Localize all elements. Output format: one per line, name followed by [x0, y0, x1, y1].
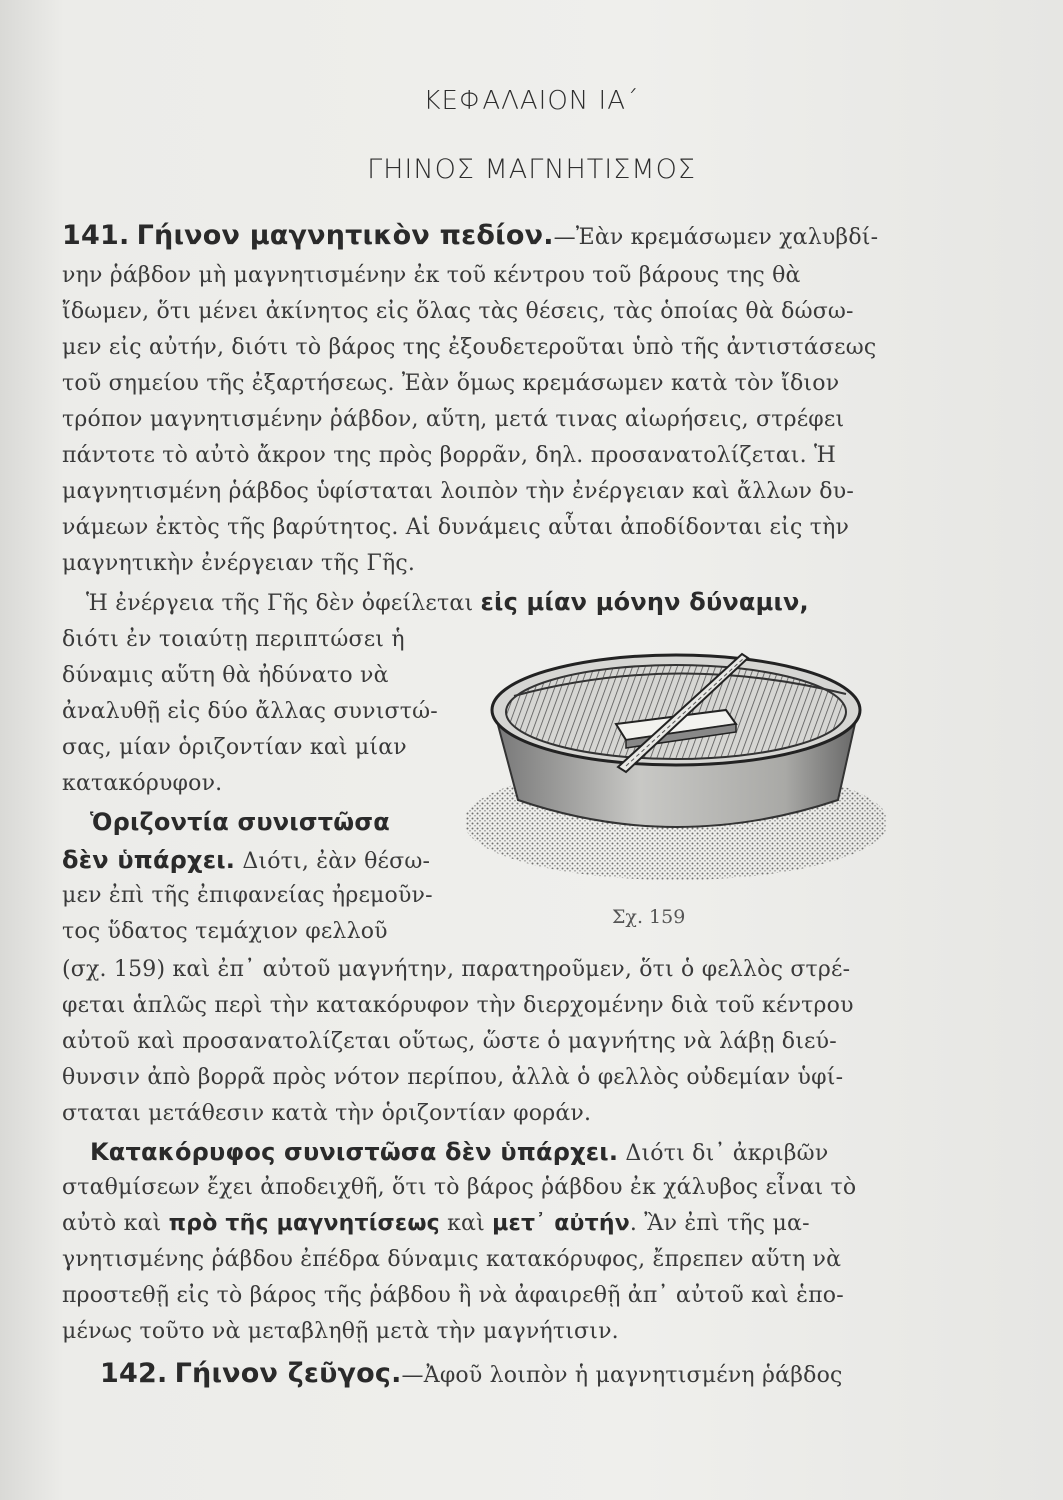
text-line: γνητισμένης ῥάβδου ἐπέδρα δύναμις κατακόρυφος, ἔπρεπεν αὕτη νὰ	[62, 1247, 842, 1272]
text-line: μεν εἰς αὐτήν, διότι τὸ βάρος της ἐξουδετεροῦται ὑπὸ τῆς ἀντιστάσεως	[62, 335, 877, 360]
section-heading: Γήινον μαγνητικὸν πεδίον.	[136, 220, 554, 251]
text-line: σταθμίσεων ἔχει ἀποδειχθῆ, ὅτι τὸ βάρος ῥάβδου ἐκ χάλυβος εἶναι τὸ	[62, 1175, 857, 1200]
compass-basin-figure	[466, 632, 886, 882]
section-number: 142.	[100, 1358, 168, 1389]
text-line: θυνσιν ἀπὸ βορρᾶ πρὸς νότον περίπου, ἀλλὰ ὁ φελλὸς οὐδεμίαν ὑφί-	[62, 1065, 844, 1090]
text-line: κατακόρυφον.	[62, 771, 223, 796]
text-fragment: αὐτὸ καὶ	[62, 1211, 169, 1236]
text-fragment: —Ἐὰν κρεμάσωμεν χαλυβδί-	[553, 225, 879, 250]
bold-phrase: δὲν ὑπάρχει.	[62, 846, 236, 874]
text-fragment: Ἡ ἐνέργεια τῆς Γῆς δὲν ὀφείλεται	[86, 591, 474, 616]
text-line: (σχ. 159) καὶ ἐπ᾽ αὐτοῦ μαγνήτην, παρατηροῦμεν, ὅτι ὁ φελλὸς στρέ-	[62, 957, 851, 982]
para2-first-line	[86, 588, 931, 618]
bold-phrase: εἰς μίαν μόνην δύναμιν,	[480, 588, 809, 616]
bold-phrase: μετ᾽ αὐτήν	[492, 1211, 630, 1236]
text-line: φεται ἁπλῶς περὶ τὴν κατακόρυφον τὴν διερχομένην διὰ τοῦ κέντρου	[62, 993, 854, 1018]
text-line: τοῦ σημείου τῆς ἐξαρτήσεως. Ἐὰν ὅμως κρεμάσωμεν κατὰ τὸν ἴδιον	[62, 371, 840, 396]
text-line: αὐτοῦ καὶ προσανατολίζεται οὕτως, ὥστε ὁ μαγνήτης νὰ λάβῃ διεύ-	[62, 1029, 837, 1054]
bold-phrase: Ὁριζοντία συνιστῶσα	[90, 808, 390, 836]
text-line: μεν ἐπὶ τῆς ἐπιφανείας ἠρεμοῦν-	[62, 883, 433, 908]
section-number: 141.	[62, 220, 130, 251]
text-fragment: Διότι, ἐὰν θέσω-	[235, 849, 431, 874]
text-line: προστεθῇ εἰς τὸ βάρος τῆς ῥάβδου ἢ νὰ ἀφαιρεθῇ ἀπ᾽ αὐτοῦ καὶ ἑπο-	[62, 1283, 844, 1308]
text-line: ἴδωμεν, ὅτι μένει ἀκίνητος εἰς ὅλας τὰς θέσεις, τὰς ὁποίας θὰ δώσω-	[62, 299, 854, 324]
text-line: μαγνητισμένη ῥάβδος ὑφίσταται λοιπὸν τὴν ἐνέργειαν καὶ ἄλλων δυ-	[62, 479, 854, 504]
text-line: πάντοτε τὸ αὐτὸ ἄκρον της πρὸς βορρᾶν, δηλ. προσανατολίζεται. Ἡ	[62, 443, 837, 468]
para4-third-line	[62, 1210, 907, 1238]
text-line: νάμεων ἐκτὸς τῆς βαρύτητος. Αἱ δυνάμεις αὗται ἀποδίδονται εἰς τὴν	[62, 515, 850, 540]
text-line: ἀναλυθῇ εἰς δύο ἄλλας συνιστώ-	[62, 699, 438, 724]
text-line: μαγνητικὴν ἐνέργειαν τῆς Γῆς.	[62, 551, 416, 576]
para3-second-line	[62, 846, 442, 876]
text-fragment: Διότι δι᾽ ἀκριβῶν	[618, 1141, 829, 1166]
text-line: τος ὕδατος τεμάχιον φελλοῦ	[62, 919, 388, 944]
section-142-first-line	[100, 1360, 945, 1390]
para4-first-line	[90, 1138, 935, 1168]
text-line: τρόπον μαγνητισμένην ῥάβδον, αὕτη, μετά τινας αἰωρήσεις, στρέφει	[62, 407, 845, 432]
chapter-heading: ΚΕΦΑΛΑΙΟΝ ΙΑ΄	[423, 86, 640, 116]
text-fragment: . Ἂν ἐπὶ τῆς μα-	[629, 1211, 810, 1236]
text-line: σταται μετάθεσιν κατὰ τὴν ὁριζοντίαν φοράν.	[62, 1101, 592, 1126]
para3-bold-line	[90, 808, 470, 838]
chapter-title: ΓΗΙΝΟΣ ΜΑΓΝΗΤΙΣΜΟΣ	[367, 154, 696, 185]
bold-phrase: πρὸ τῆς μαγνητίσεως	[168, 1211, 440, 1236]
text-line: διότι ἐν τοιαύτῃ περιπτώσει ἡ	[62, 627, 405, 652]
text-fragment: —Ἀφοῦ λοιπὸν ἡ μαγνητισμένη ῥάβδος	[401, 1363, 843, 1388]
text-fragment: καὶ	[439, 1211, 493, 1236]
section-141-first-line	[62, 222, 907, 252]
text-line: νην ῥάβδον μὴ μαγνητισμένην ἐκ τοῦ κέντρου τοῦ βάρους της θὰ	[62, 263, 801, 288]
text-line: μένως τοῦτο νὰ μεταβληθῇ μετὰ τὴν μαγνήτισιν.	[62, 1319, 619, 1344]
bold-phrase: Κατακόρυφος συνιστῶσα δὲν ὑπάρχει.	[90, 1138, 619, 1166]
figure-caption: Σχ. 159	[612, 906, 686, 928]
text-line: σας, μίαν ὁριζοντίαν καὶ μίαν	[62, 735, 407, 760]
text-line: δύναμις αὕτη θὰ ἠδύνατο νὰ	[62, 663, 389, 688]
section-heading: Γήινον ζεῦγος.	[174, 1358, 402, 1389]
